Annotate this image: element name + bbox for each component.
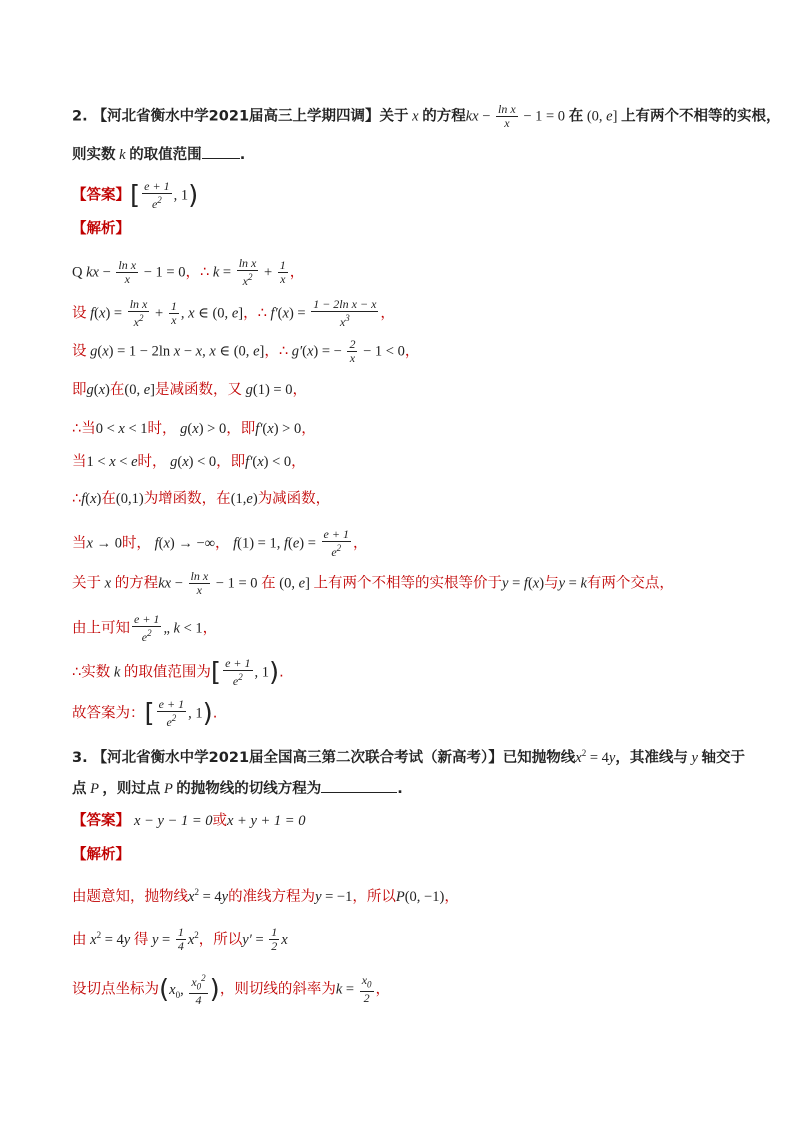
q2-analysis-line3: 设 g(x) = 1 − 2ln x − x, x ∈ (0, e]，∴ g′(x) = − $\frac{2}{x}$ − 1 < 0，	[72, 337, 420, 365]
q3-analysis-line1: 由题意知，抛物线$x^2 = 4y$的准线方程为y = −1，所以P(0, −1)，	[72, 887, 459, 905]
q3-stem-line2: 点 P ，则过点 P 的抛物线的切线方程为 .	[72, 778, 744, 800]
answer-tag: 【答案】	[72, 187, 130, 204]
q2-analysis-tag: 【解析】	[72, 221, 130, 237]
q2-analysis-line4: 即g(x)在(0, e]是减函数，又 g(1) = 0，	[72, 382, 307, 398]
q2-analysis-line10: 由上可知 $\frac{e + 1}{e^2}$ „ k < 1，	[72, 612, 218, 644]
q3-stem-line1: 3. 【河北省衡水中学2021届全国高三第二次联合考试（新高考）】已知抛物线$x^2 = 4y$，其准线与 y 轴交于	[72, 748, 746, 766]
q2-analysis-line8: 当x → 0时， f(x) → −∞， f(1) = 1, f(e) = $\frac{e + 1}{e^2}$ ，	[72, 527, 368, 559]
q3-analysis-line2: 由 $x^2 = 4y$ 得 y = $\frac{1}{4}$ $x^2$，所以y′ = $\frac{1}{2}$ x	[72, 925, 288, 954]
answer-blank	[321, 778, 397, 793]
q2-analysis-line2: 设 f(x) = $\frac{\text{ln x}}{x^2}$ + $\frac{1}{x}$ , x ∈ (0, e]，∴ f′(x) = $\frac{\text{1 − 2ln x − x}}{x^3}$ ，	[72, 297, 395, 329]
answer-blank	[202, 144, 240, 159]
q2-analysis-line11: ∴实数 k 的取值范围为[ $\frac{e + 1}{e^2}$ , 1).	[72, 656, 284, 688]
q2-analysis-line7: ∴f(x)在(0,1)为增函数，在(1,e)为减函数，	[72, 491, 331, 507]
q2-analysis-line1: Q kx − $\frac{\text{ln x}}{x}$ − 1 = 0，∴ k = $\frac{\text{ln x}}{x^2}$ + $\frac{1}{x}$ ，	[72, 256, 305, 288]
q3-number: 3.	[72, 749, 88, 766]
q3-analysis-tag: 【解析】	[72, 847, 130, 863]
q3-answer: 【答案】 x − y − 1 = 0或x + y + 1 = 0	[72, 813, 306, 829]
q3-analysis-line3: 设切点坐标为($x_0$, $\frac{x_0^2}{4}$ )，则切线的斜率为k = $\frac{x_0}{2}$ ，	[72, 973, 391, 1008]
q3-source: 【河北省衡水中学2021届全国高三第二次联合考试（新高考）】	[92, 749, 503, 766]
q2-stem-line2: 则实数 k 的取值范围 .	[72, 144, 744, 166]
answer-tag: 【答案】	[72, 813, 130, 829]
q2-analysis-line5: ∴当0 < x < 1时， g(x) > 0，即f′(x) > 0，	[72, 421, 316, 437]
q2-number: 2.	[72, 108, 88, 125]
q2-answer: 【答案】[ $\frac{e + 1}{e^2}$ , 1)	[72, 179, 199, 211]
q2-analysis-line12: 故答案为：[ $\frac{e + 1}{e^2}$ , 1).	[72, 697, 218, 729]
q2-analysis-line9: 关于 x 的方程kx − $\frac{\text{ln x}}{x}$ − 1 = 0 在 (0, e] 上有两个不相等的实根等价于y = f(x)与y = k有两个交点，	[72, 569, 674, 597]
q2-source: 【河北省衡水中学2021届高三上学期四调】	[92, 108, 380, 125]
q2-stem-line1: 2. 【河北省衡水中学2021届高三上学期四调】关于 x 的方程kx − $\frac{\text{ln x}}{x}$ − 1 = 0 在 (0, e] 上有两个不相等的实根，	[72, 102, 781, 130]
q2-analysis-line6: 当1 < x < e时， g(x) < 0，即f′(x) < 0，	[72, 454, 306, 470]
